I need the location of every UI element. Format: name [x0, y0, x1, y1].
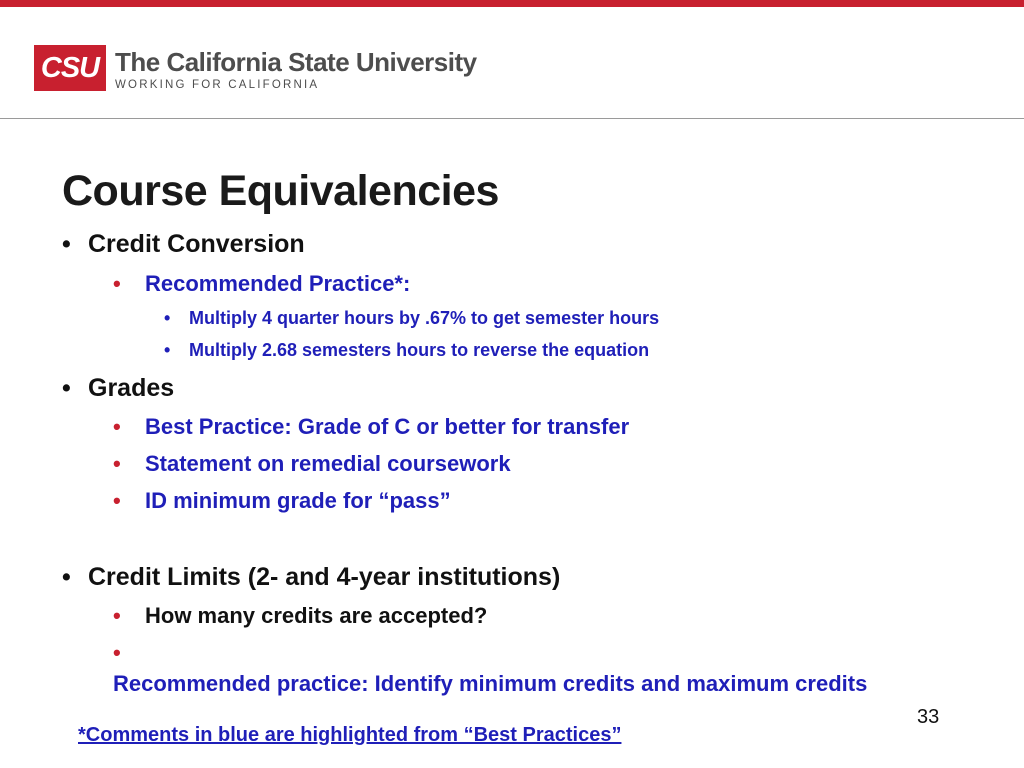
sub-bullet-remedial-coursework [113, 451, 511, 477]
bullet-credit-limits [62, 563, 560, 592]
bullet-text: Credit Conversion [88, 230, 305, 258]
sub-bullet-minimum-grade [113, 488, 451, 514]
bullet-icon: • [164, 308, 171, 328]
sub-bullet-recommended-practice [113, 271, 410, 297]
sub-bullet-credits-accepted [113, 603, 487, 629]
csu-logo-mark: CSU [34, 45, 106, 91]
sub-sub-bullet-multiply-semester [164, 340, 649, 361]
bullet-icon: • [113, 640, 121, 665]
bullet-text: Recommended practice: Identify minimum credits and maximum credits [113, 671, 868, 696]
slide-title: Course Equivalencies [62, 167, 499, 215]
bullet-icon: • [113, 271, 121, 296]
bullet-text: Recommended Practice*: [145, 271, 411, 296]
bullet-text: Multiply 4 quarter hours by .67% to get semester hours [189, 308, 660, 328]
logo-title: The California State University [115, 47, 477, 77]
csu-logo [34, 45, 477, 93]
bullet-icon: • [113, 414, 121, 439]
bullet-credit-conversion [62, 230, 305, 259]
sub-sub-bullet-multiply-quarter [164, 308, 659, 329]
bullet-text: How many credits are accepted? [145, 603, 488, 628]
footnote-best-practices: *Comments in blue are highlighted from “Best Practices” [78, 724, 622, 746]
bullet-icon: • [62, 563, 71, 591]
bullet-icon: • [113, 603, 121, 628]
bullet-icon: • [62, 374, 71, 402]
bullet-text: Grades [88, 374, 175, 402]
bullet-text: ID minimum grade for “pass” [145, 488, 451, 513]
header-divider [0, 118, 1024, 119]
bullet-text: Statement on remedial coursework [145, 451, 511, 476]
page-number: 33 [917, 706, 940, 728]
csu-logo-wordmark [115, 48, 477, 91]
bullet-text: Multiply 2.68 semesters hours to reverse the equation [189, 340, 650, 360]
bullet-icon: • [164, 340, 171, 360]
sub-bullet-min-max-credits [113, 637, 943, 699]
bullet-text: Best Practice: Grade of C or better for transfer [145, 414, 630, 439]
logo-subtitle: WORKING FOR CALIFORNIA [115, 79, 320, 91]
bullet-icon: • [113, 451, 121, 476]
top-accent-bar [0, 0, 1024, 7]
bullet-grades [62, 374, 174, 403]
bullet-icon: • [113, 488, 121, 513]
sub-bullet-best-practice-grade [113, 414, 629, 440]
bullet-icon: • [62, 230, 71, 258]
bullet-text: Credit Limits (2- and 4-year institutions) [88, 563, 561, 591]
